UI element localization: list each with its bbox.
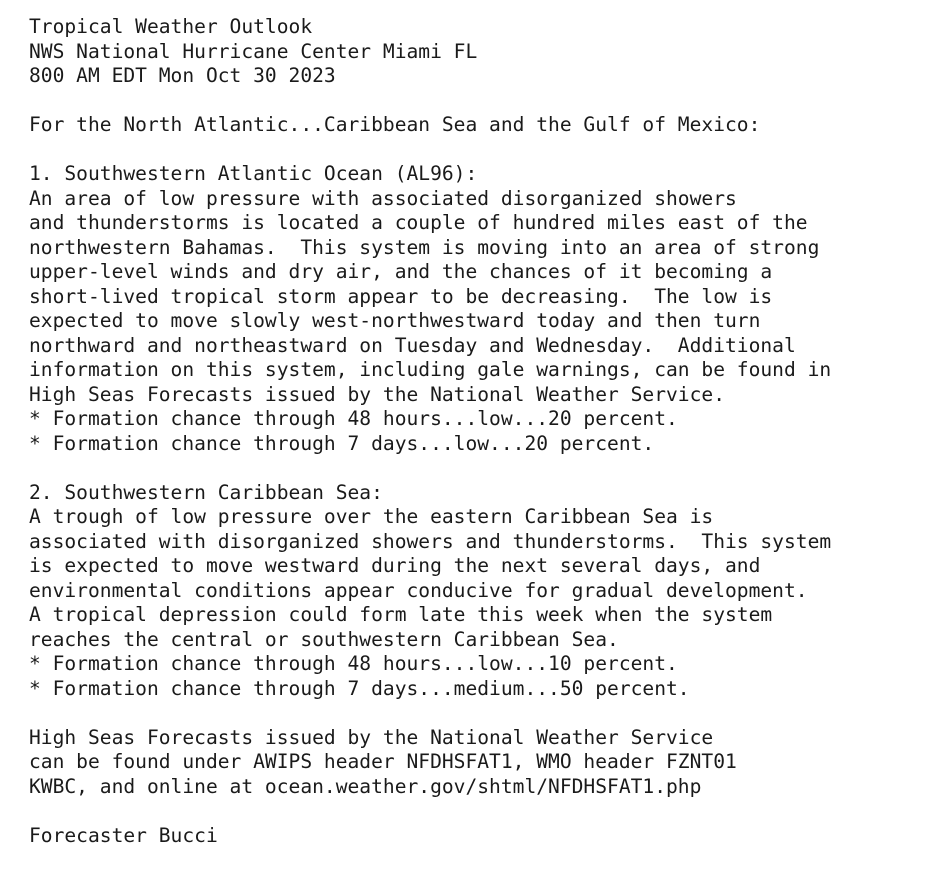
system-1-line: information on this system, including gale warnings, can be found in <box>29 358 832 381</box>
high-seas-line: can be found under AWIPS header NFDHSFAT1, WMO header FZNT01 <box>29 750 737 773</box>
forecaster-signature: Forecaster Bucci <box>29 823 218 847</box>
system-1-line: and thunderstorms is located a couple of hundred miles east of the <box>29 211 808 234</box>
blank-line <box>29 89 950 114</box>
system-1-line: upper-level winds and dry air, and the chances of it becoming a <box>29 260 773 283</box>
system-1-formation-7d: * Formation chance through 7 days...low...20 percent. <box>29 431 655 455</box>
blank-line <box>29 138 950 163</box>
issue-time: 800 AM EDT Mon Oct 30 2023 <box>29 64 336 87</box>
system-2-line: A tropical depression could form late this week when the system <box>29 603 773 626</box>
high-seas-line: KWBC, and online at ocean.weather.gov/shtml/NFDHSFAT1.php <box>29 774 702 798</box>
system-1-heading: 1. Southwestern Atlantic Ocean (AL96): <box>29 162 478 185</box>
system-2-section <box>29 481 950 702</box>
system-2-line: associated with disorganized showers and thunderstorms. This system <box>29 529 832 553</box>
outlook-header <box>29 15 950 89</box>
system-2-line: is expected to move westward during the next several days, and <box>29 554 761 577</box>
system-1-formation-48h: * Formation chance through 48 hours...low...20 percent. <box>29 407 678 430</box>
system-1-line: High Seas Forecasts issued by the National Weather Service. <box>29 382 725 406</box>
issuing-office: NWS National Hurricane Center Miami FL <box>29 39 478 63</box>
system-2-line: A trough of low pressure over the eastern Caribbean Sea is <box>29 505 714 528</box>
blank-line <box>29 799 950 824</box>
system-2-heading: 2. Southwestern Caribbean Sea: <box>29 480 383 504</box>
system-2-line: reaches the central or southwestern Caribbean Sea. <box>29 627 619 651</box>
system-1-section <box>29 162 950 456</box>
blank-line <box>29 456 950 481</box>
high-seas-line: High Seas Forecasts issued by the National Weather Service <box>29 725 714 749</box>
system-1-line: northwestern Bahamas. This system is moving into an area of strong <box>29 235 820 259</box>
system-1-line: short-lived tropical storm appear to be decreasing. The low is <box>29 284 773 308</box>
system-1-line: expected to move slowly west-northwestward today and then turn <box>29 309 761 332</box>
blank-line <box>29 701 950 726</box>
region-intro: For the North Atlantic...Caribbean Sea and the Gulf of Mexico: <box>29 113 761 136</box>
high-seas-note <box>29 726 950 800</box>
document-title: Tropical Weather Outlook <box>29 15 313 38</box>
system-1-line: An area of low pressure with associated disorganized showers <box>29 186 737 210</box>
system-2-formation-7d: * Formation chance through 7 days...medium...50 percent. <box>29 676 690 700</box>
system-1-line: northward and northeastward on Tuesday and Wednesday. Additional <box>29 333 796 357</box>
system-2-formation-48h: * Formation chance through 48 hours...low...10 percent. <box>29 652 678 675</box>
system-2-line: environmental conditions appear conducive for gradual development. <box>29 578 808 602</box>
